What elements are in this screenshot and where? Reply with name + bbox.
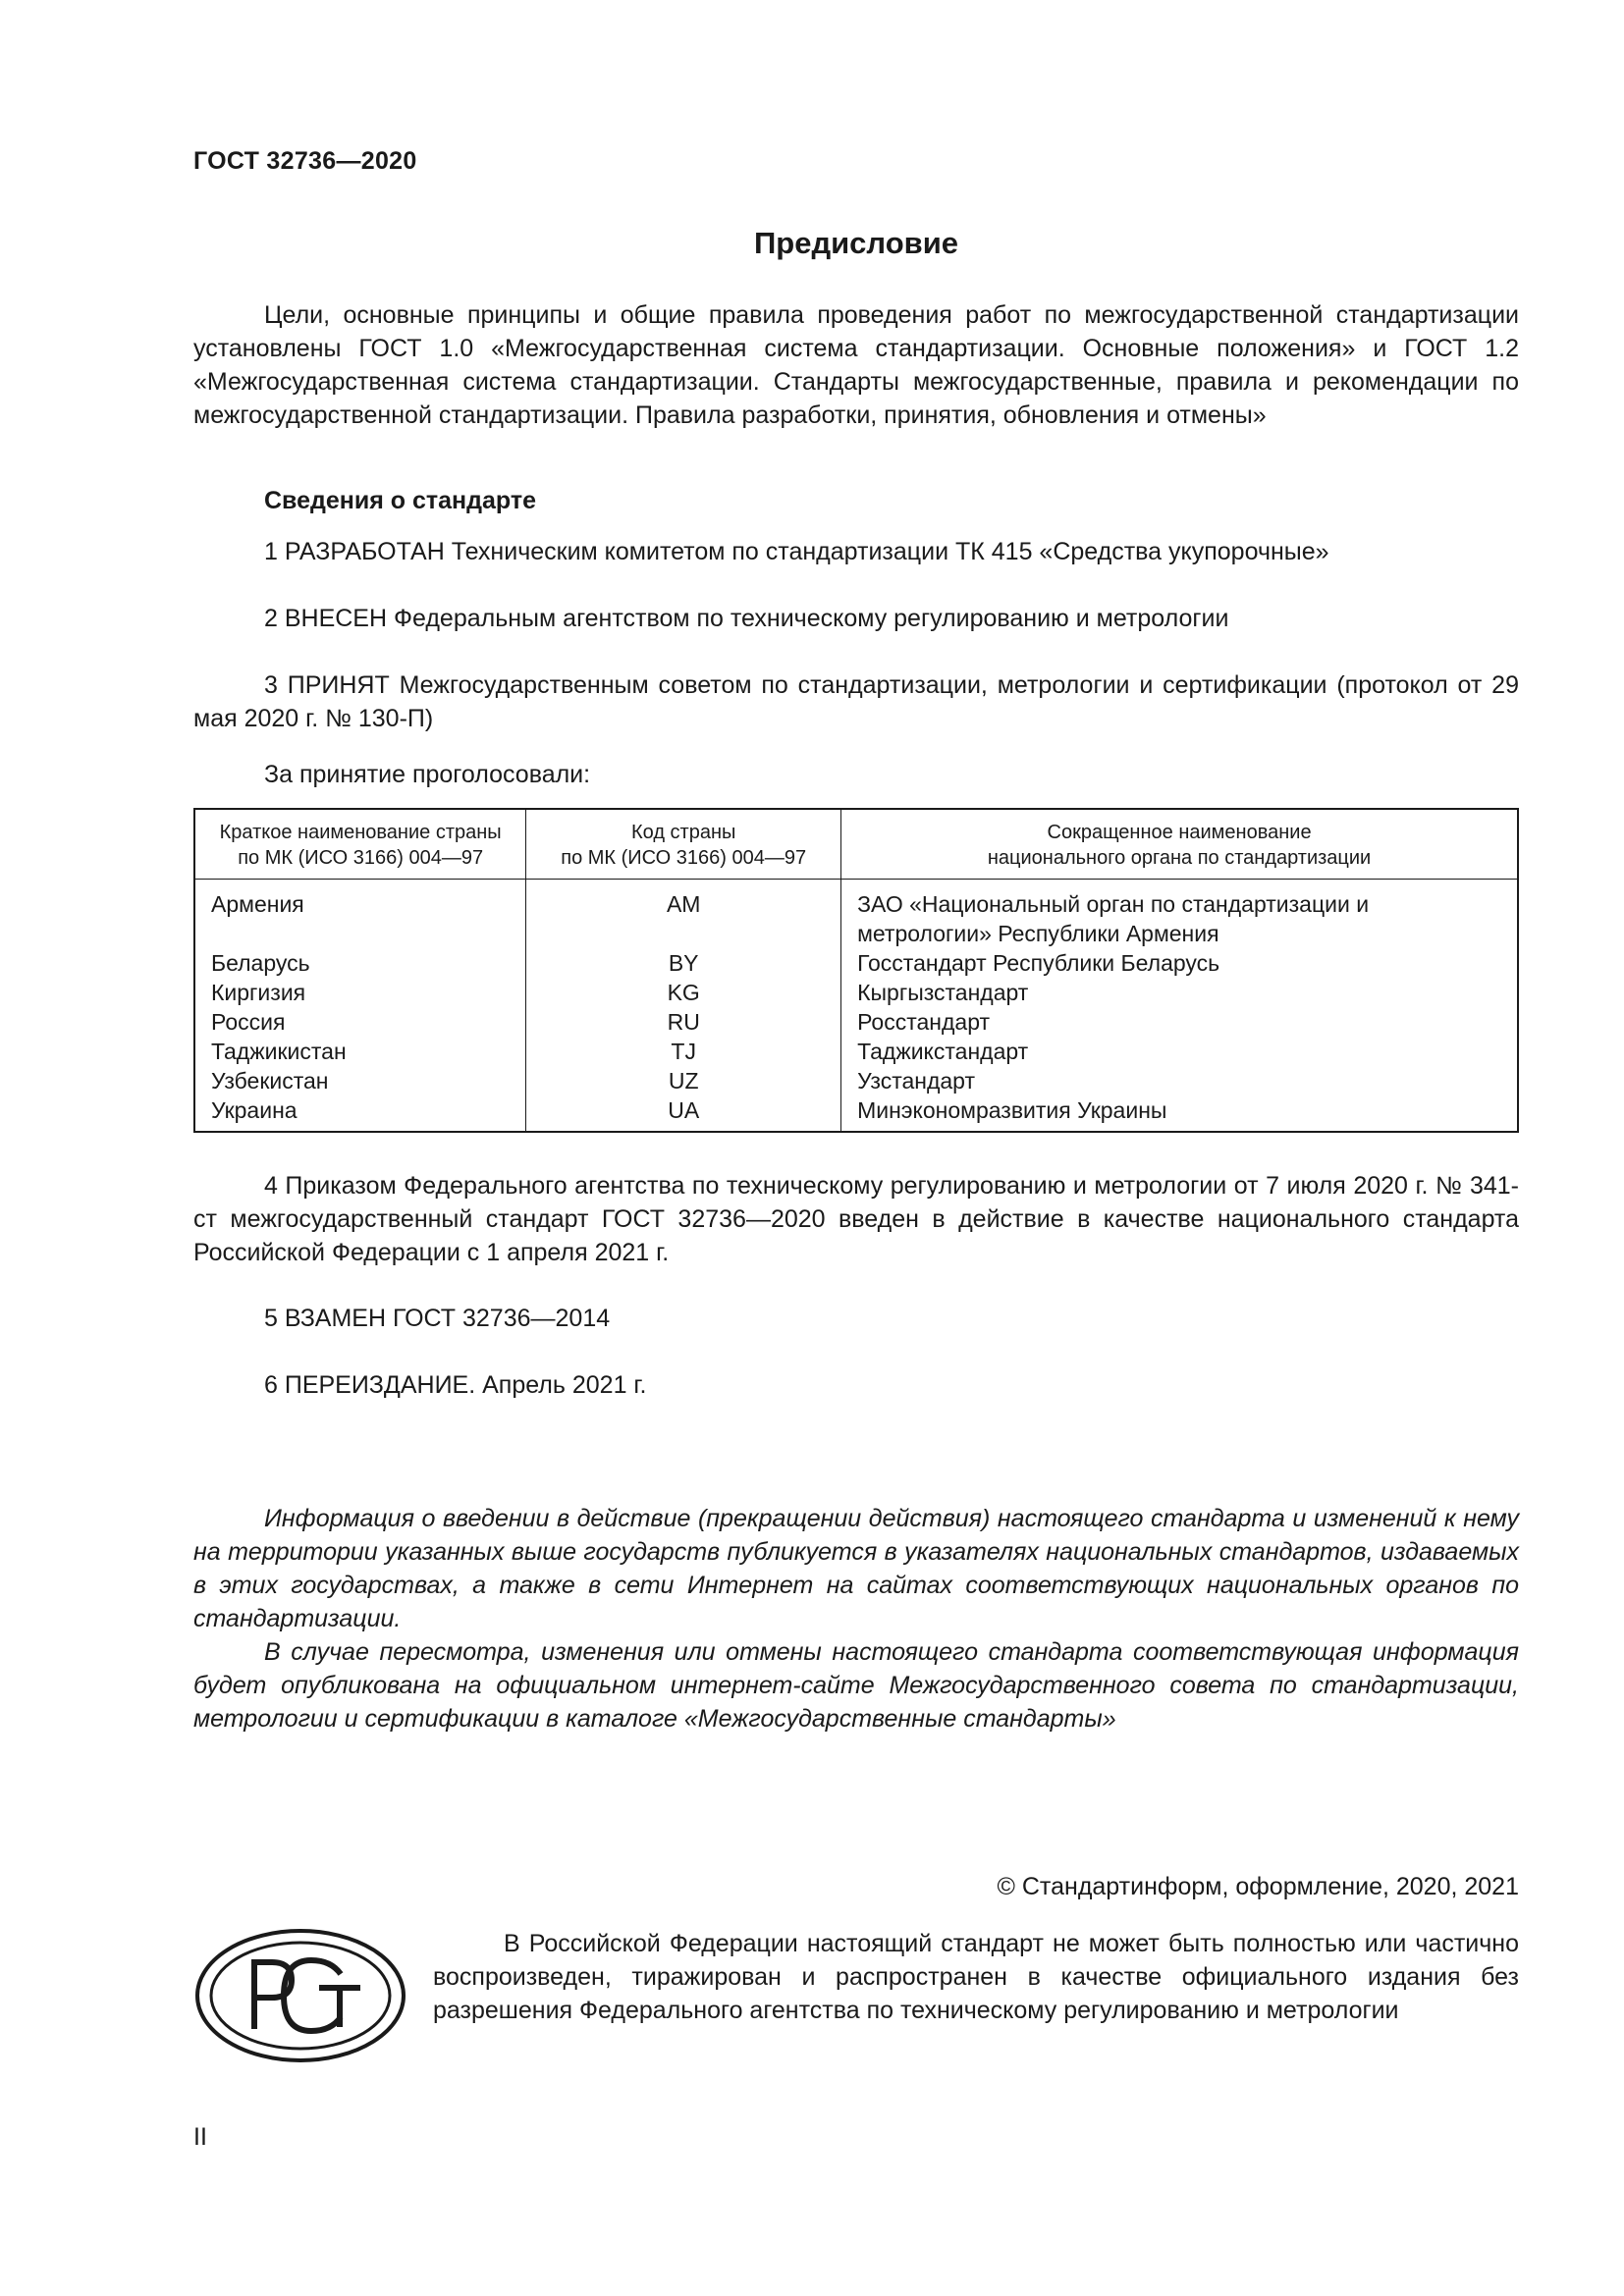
code-cell: TJ xyxy=(526,1037,841,1066)
voting-countries-table xyxy=(193,808,1519,1133)
item-enacted: 4 Приказом Федерального агентства по техническому регулированию и метрологии от 7 июля 2020 г. № 341-ст межгосударственный стандарт ГОСТ 32736—2020 введен в действие в качестве национального стандарта Российской Федерации с 1 апреля 2021 г. xyxy=(193,1172,1519,1266)
body-cell: Минэкономразвития Украины xyxy=(857,1097,1167,1123)
page-title: Предисловие xyxy=(753,226,958,260)
item-replaces: 5 ВЗАМЕН ГОСТ 32736—2014 xyxy=(264,1305,611,1332)
legal-notice: В Российской Федерации настоящий стандарт не может быть полностью или частично воспроизведен, тиражирован и распространен в качестве официального издания без разрешения Федерального агентства по техническому регулированию и метрологии xyxy=(433,1930,1519,2024)
table-row xyxy=(194,978,1518,1007)
body-cell: Узстандарт xyxy=(857,1068,976,1094)
table-row xyxy=(194,1037,1518,1066)
notice-paragraph-2: В случае пересмотра, изменения или отмены настоящего стандарта соответствующая информация будет опубликована на официальном интернет-сайте Межгосударственного совета по стандартизации, метрологии и сертификации в каталоге «Межгосударственные стандарты» xyxy=(193,1638,1519,1733)
table-row xyxy=(194,1066,1518,1095)
item-reissue: 6 ПЕРЕИЗДАНИЕ. Апрель 2021 г. xyxy=(264,1371,647,1399)
code-cell: UA xyxy=(526,1095,841,1132)
body-cell: Госстандарт Республики Беларусь xyxy=(857,950,1220,976)
country-cell: Армения xyxy=(194,880,526,949)
country-cell: Узбекистан xyxy=(194,1066,526,1095)
page-number: II xyxy=(193,2123,207,2151)
code-cell: AM xyxy=(526,880,841,949)
body-cell: Кыргызстандарт xyxy=(857,980,1029,1005)
country-cell: Киргизия xyxy=(194,978,526,1007)
rst-certification-mark-icon xyxy=(193,1927,407,2064)
standard-info-heading: Сведения о стандарте xyxy=(264,487,537,514)
table-row xyxy=(194,948,1518,978)
code-cell: KG xyxy=(526,978,841,1007)
body-cell: Таджикстандарт xyxy=(857,1039,1029,1064)
item-introduced: 2 ВНЕСЕН Федеральным агентством по техническому регулированию и метрологии xyxy=(264,605,1229,632)
publication-notice xyxy=(193,1502,1519,1735)
voted-label: За принятие проголосовали: xyxy=(264,761,591,788)
table-header-row xyxy=(194,809,1518,880)
header-country: Краткое наименование страны по МК (ИСО 3166) 004—97 xyxy=(194,809,526,880)
header-national-body: Сокращенное наименование национального органа по стандартизации xyxy=(841,809,1518,880)
country-cell: Таджикистан xyxy=(194,1037,526,1066)
notice-paragraph-1: Информация о введении в действие (прекращении действия) настоящего стандарта и изменений к нему на территории указанных выше государств публикуется в указателях национальных стандартов, издаваемых в этих государствах, а также в сети Интернет на сайтах соответствующих национальных органов по стандартизации. xyxy=(193,1505,1519,1632)
item-adopted: 3 ПРИНЯТ Межгосударственным советом по стандартизации, метрологии и сертификации (протокол от 29 мая 2020 г. № 130-П) xyxy=(193,671,1519,732)
code-cell: UZ xyxy=(526,1066,841,1095)
table-row xyxy=(194,880,1518,949)
item-developed: 1 РАЗРАБОТАН Техническим комитетом по стандартизации ТК 415 «Средства укупорочные» xyxy=(264,538,1329,565)
body-cell: Росстандарт xyxy=(857,1009,991,1035)
table-row xyxy=(194,1095,1518,1132)
document-code: ГОСТ 32736—2020 xyxy=(193,147,417,175)
country-cell: Беларусь xyxy=(194,948,526,978)
code-cell: BY xyxy=(526,948,841,978)
table-row xyxy=(194,1007,1518,1037)
body-cell: ЗАО «Национальный орган по стандартизации и метрологии» Республики Армения xyxy=(857,891,1370,946)
country-cell: Россия xyxy=(194,1007,526,1037)
header-code: Код страны по МК (ИСО 3166) 004—97 xyxy=(526,809,841,880)
copyright-line: © Стандартинформ, оформление, 2020, 2021 xyxy=(997,1873,1519,1900)
country-cell: Украина xyxy=(194,1095,526,1132)
intro-paragraph: Цели, основные принципы и общие правила проведения работ по межгосударственной стандартизации установлены ГОСТ 1.0 «Межгосударственная система стандартизации. Основные положения» и ГОСТ 1.2 «Межгосударственная система стандартизации. Стандарты межгосударственные, правила и рекомендации по межгосударственной стандартизации. Правила разработки, принятия, обновления и отмены» xyxy=(193,301,1519,429)
code-cell: RU xyxy=(526,1007,841,1037)
